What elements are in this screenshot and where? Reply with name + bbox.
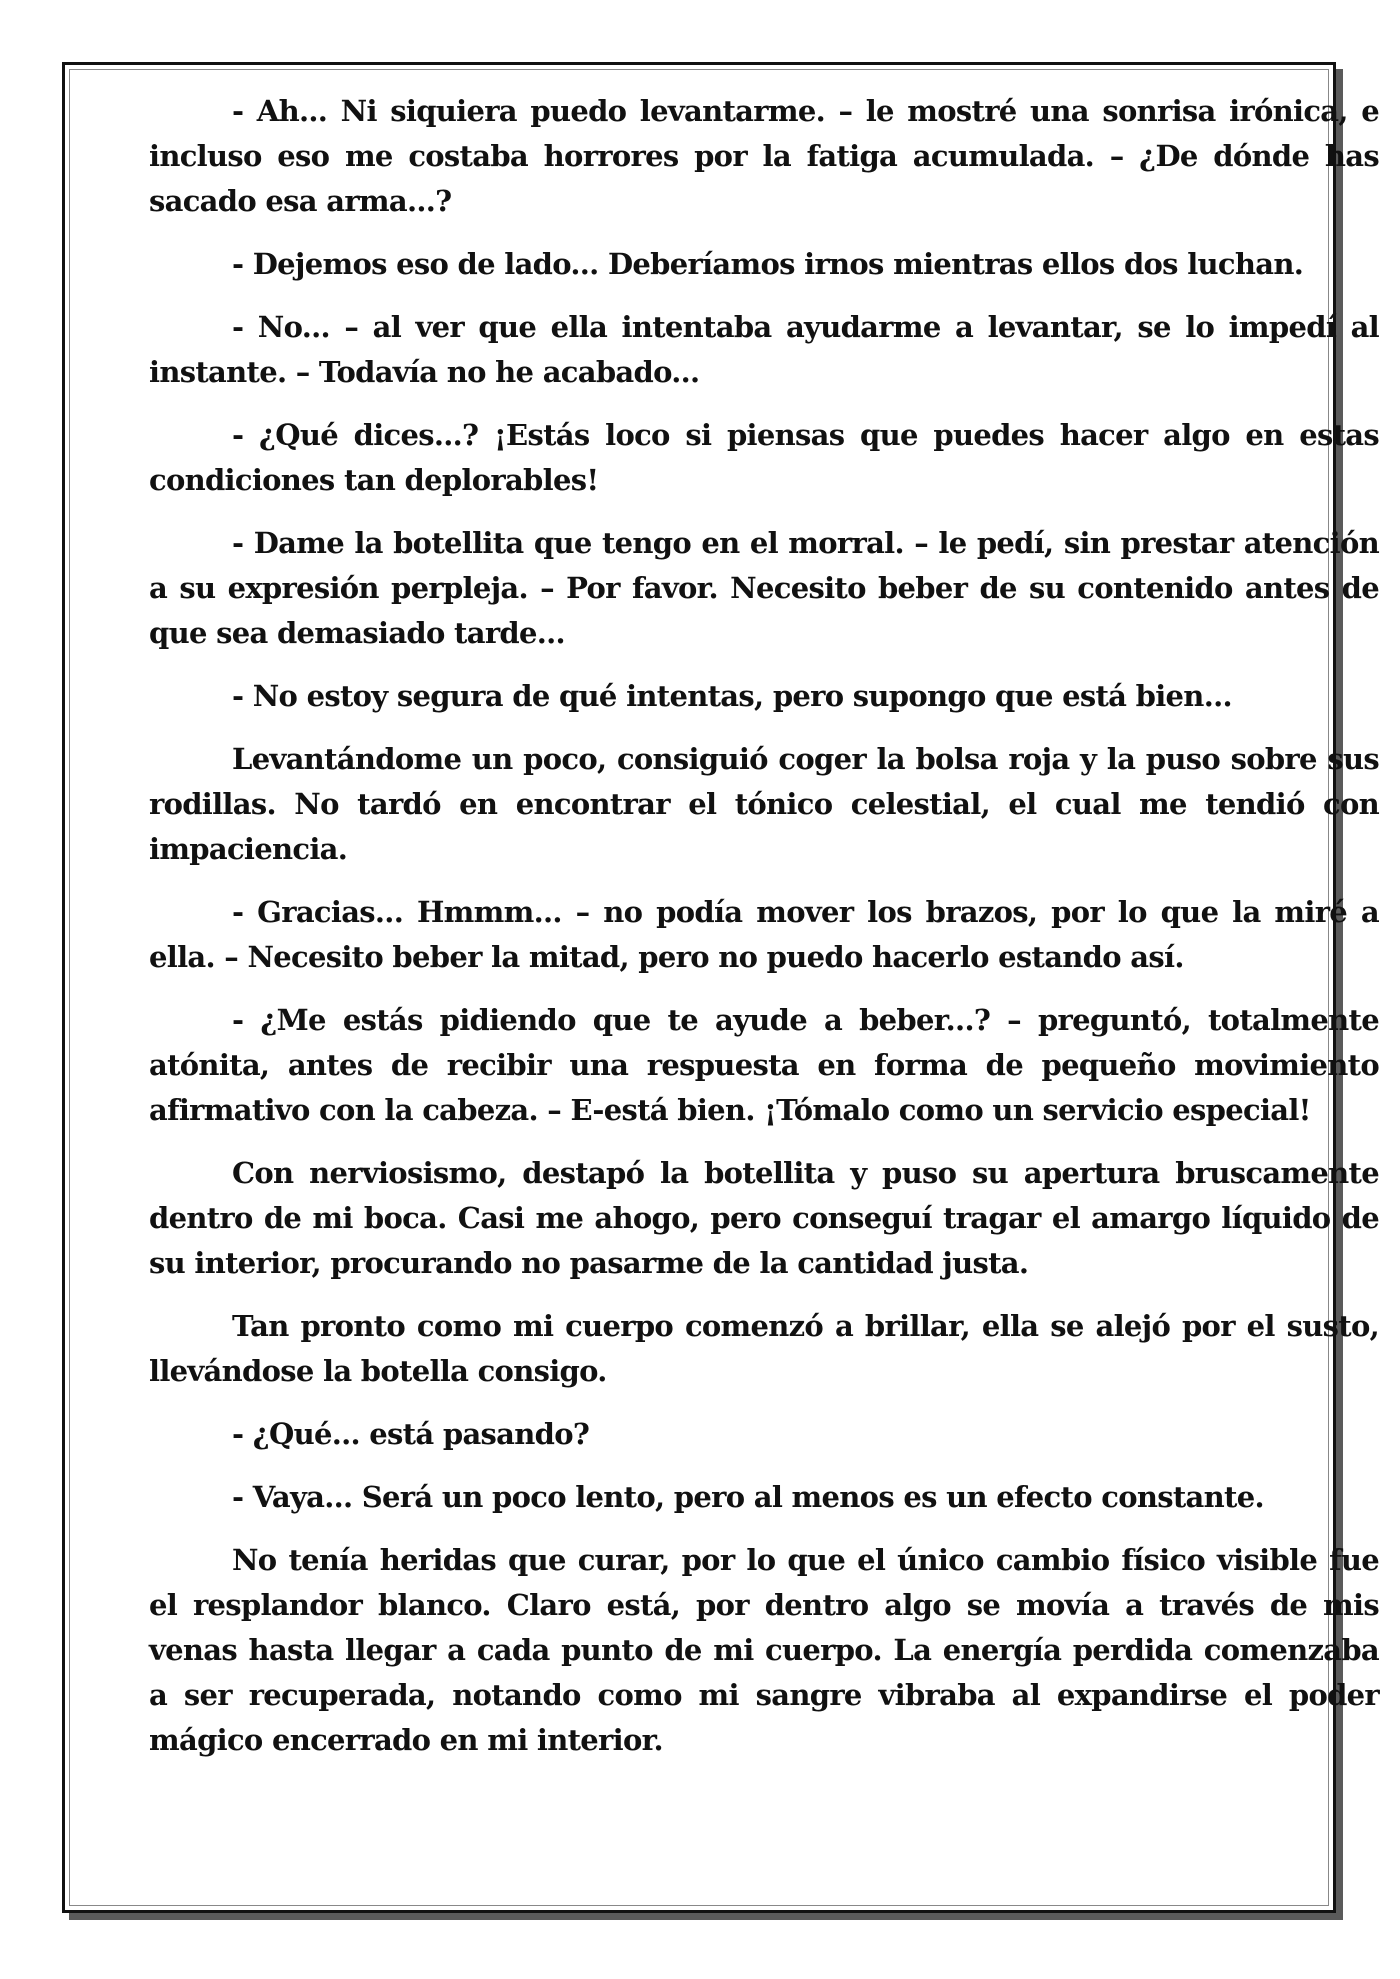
paragraph: - Vaya... Será un poco lento, pero al menos es un efecto constante. bbox=[232, 1480, 1264, 1514]
paragraph: - Dame la botellita que tengo en el morral. – le pedí, sin prestar atención a su expresión perpleja. – Por favor. Necesito beber de su contenido antes de que sea demasiado tarde... bbox=[149, 526, 1379, 650]
text-column bbox=[149, 89, 1379, 1763]
paragraph: - No estoy segura de qué intentas, pero supongo que está bien... bbox=[232, 679, 1232, 713]
paragraph: - ¿Qué dices...? ¡Estás loco si piensas que puedes hacer algo en estas condiciones tan deplorables! bbox=[149, 418, 1379, 497]
paragraph: No tenía heridas que curar, por lo que el único cambio físico visible fue el resplandor blanco. Claro está, por dentro algo se movía a través de mis venas hasta llegar a cada punto de mi cuerpo. La energía perdida comenzaba a ser recuperada, notando como mi sangre vibraba al expandirse el poder mágico encerrado en mi interior. bbox=[149, 1543, 1379, 1757]
paragraph: - ¿Me estás pidiendo que te ayude a beber...? – preguntó, totalmente atónita, antes de recibir una respuesta en forma de pequeño movimiento afirmativo con la cabeza. – E-está bien. ¡Tómalo como un servicio especial! bbox=[149, 1003, 1379, 1127]
paragraph: - No... – al ver que ella intentaba ayudarme a levantar, se lo impedí al instante. – Todavía no he acabado... bbox=[149, 310, 1379, 389]
paragraph: - Dejemos eso de lado... Deberíamos irnos mientras ellos dos luchan. bbox=[232, 247, 1304, 281]
paragraph: Levantándome un poco, consiguió coger la bolsa roja y la puso sobre sus rodillas. No tardó en encontrar el tónico celestial, el cual me tendió con impaciencia. bbox=[149, 742, 1379, 866]
paragraph: Con nerviosismo, destapó la botellita y puso su apertura bruscamente dentro de mi boca. Casi me ahogo, pero conseguí tragar el amargo líquido de su interior, procurando no pasarme de la cantidad justa. bbox=[149, 1156, 1379, 1280]
paragraph: - Gracias... Hmmm... – no podía mover los brazos, por lo que la miré a ella. – Necesito beber la mitad, pero no puedo hacerlo estando así. bbox=[149, 895, 1379, 974]
paragraph: Tan pronto como mi cuerpo comenzó a brillar, ella se alejó por el susto, llevándose la botella consigo. bbox=[149, 1309, 1379, 1388]
paragraph: - Ah... Ni siquiera puedo levantarme. – le mostré una sonrisa irónica, e incluso eso me costaba horrores por la fatiga acumulada. – ¿De dónde has sacado esa arma...? bbox=[149, 94, 1379, 218]
page-frame bbox=[62, 62, 1379, 1913]
paragraph: - ¿Qué... está pasando? bbox=[232, 1417, 590, 1451]
